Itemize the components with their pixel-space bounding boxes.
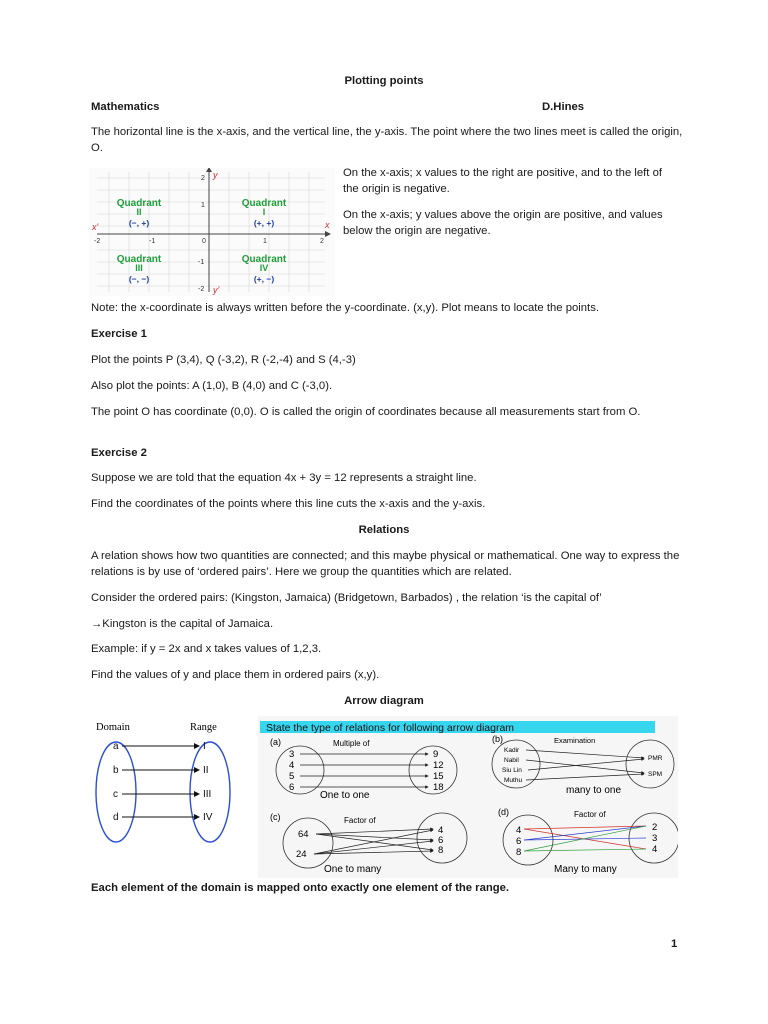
- diagram-c-right-element: 8: [438, 845, 444, 856]
- quadrant-i-name: Quadrant: [241, 198, 287, 209]
- diagram-c-relation: Factor of: [344, 816, 376, 825]
- exercise1-line: Also plot the points: A (1,0), B (4,0) and C (-3,0).: [91, 380, 333, 392]
- relations-line: Example: if y = 2x and x takes values of 1,2,3.: [91, 643, 322, 655]
- diagram-c-right-element: 6: [438, 835, 444, 846]
- x-tick: 2: [320, 238, 324, 245]
- diagram-a-right-element: 18: [433, 782, 444, 793]
- diagram-a-right-element: 15: [433, 771, 444, 782]
- arrow-diagram-heading: Arrow diagram: [344, 695, 424, 707]
- quadrant-iii-name: Quadrant: [116, 254, 162, 265]
- relation-types-diagram: [258, 716, 678, 878]
- diagram-a-left-element: 4: [289, 760, 295, 771]
- relations-line: →Kingston is the capital of Jamaica.: [91, 618, 274, 630]
- domain-element: d: [113, 812, 119, 823]
- diagram-d-left-element: 4: [516, 825, 522, 836]
- x-tick: 0: [202, 238, 206, 245]
- quadrant-iv-numeral: IV: [259, 263, 269, 273]
- exercise1-line: Plot the points P (3,4), Q (-3,2), R (-2,-4) and S (4,-3): [91, 354, 356, 366]
- diagram-d-right-element: 4: [652, 844, 658, 855]
- domain-label: Domain: [96, 722, 130, 733]
- y-tick: -1: [198, 259, 205, 266]
- diagram-b-caption: many to one: [566, 785, 622, 796]
- range-element: I: [203, 741, 206, 752]
- page-title: Plotting points: [344, 75, 424, 87]
- y-tick: -2: [198, 286, 205, 293]
- diagram-b-left-element: Kadir: [504, 747, 520, 754]
- domain-element: b: [113, 765, 119, 776]
- quadrant-ii-name: Quadrant: [116, 198, 162, 209]
- axis-label-y-neg: y': [213, 285, 220, 295]
- subject-label: Mathematics: [91, 101, 160, 113]
- diagram-c-right-element: 4: [438, 825, 444, 836]
- domain-element: c: [113, 789, 118, 800]
- diagram-d-right-element: 3: [652, 833, 658, 844]
- diagram-a-left-element: 5: [289, 771, 295, 782]
- diagram-c-caption: One to many: [324, 864, 382, 875]
- coordinate-note: Note: the x-coordinate is always written before the y-coordinate. (x,y). Plot means to locate the points.: [91, 302, 599, 314]
- quadrant-i-numeral: I: [262, 207, 266, 217]
- quadrant-figure: [89, 168, 335, 296]
- diagram-b-left-element: Siu Lin: [502, 767, 522, 774]
- diagram-b-left-element: Nabil: [504, 757, 519, 764]
- relations-heading: Relations: [358, 524, 410, 536]
- closing-statement: Each element of the domain is mapped onto exactly one element of the range.: [91, 882, 510, 894]
- author-label: D.Hines: [542, 101, 585, 113]
- diagram-d-left-element: 8: [516, 847, 522, 858]
- exercise2-line: Suppose we are told that the equation 4x + 3y = 12 represents a straight line.: [91, 472, 477, 484]
- x-axis-note: On the x-axis; x values to the right are positive, and to the left of the origin is negative.: [343, 167, 662, 195]
- axis-label-x-neg: x': [92, 222, 99, 232]
- diagram-d-tag: (d): [498, 807, 509, 817]
- quadrant-iv-name: Quadrant: [241, 254, 287, 265]
- range-element: IV: [203, 812, 213, 823]
- exercise1-heading: Exercise 1: [91, 328, 147, 340]
- diagram-d-left-element: 6: [516, 836, 522, 847]
- quadrant-i-signs: (+, +): [253, 218, 275, 228]
- diagram-b-tag: (b): [492, 734, 503, 744]
- x-tick: -2: [94, 238, 101, 245]
- panel-title: State the type of relations for following arrow diagram: [266, 722, 515, 734]
- x-tick: 1: [263, 238, 267, 245]
- intro-paragraph: The horizontal line is the x-axis, and the vertical line, the y-axis. The point where the two lines meet is called the origin, O.: [91, 126, 683, 154]
- diagram-c-left-element: 64: [298, 829, 309, 840]
- y-tick: 2: [201, 175, 205, 182]
- quadrant-iv-signs: (+, −): [253, 274, 275, 284]
- quadrant-ii-numeral: II: [136, 207, 142, 217]
- exercise2-line: Find the coordinates of the points where this line cuts the x-axis and the y-axis.: [91, 498, 486, 510]
- domain-element: a: [113, 741, 119, 752]
- diagram-c-left-element: 24: [296, 849, 307, 860]
- diagram-d-relation: Factor of: [574, 810, 606, 819]
- diagram-a-tag: (a): [270, 737, 281, 747]
- diagram-c-tag: (c): [270, 812, 281, 822]
- range-label: Range: [190, 722, 217, 733]
- domain-range-diagram: [86, 716, 246, 844]
- x-tick: -1: [149, 238, 156, 245]
- relations-line: Find the values of y and place them in ordered pairs (x,y).: [91, 669, 380, 681]
- relations-line: Consider the ordered pairs: (Kingston, Jamaica) (Bridgetown, Barbados) , the relation ‘is the capital of’: [91, 592, 602, 604]
- axis-label-y: y: [213, 170, 218, 180]
- diagram-b-right-element: SPM: [648, 771, 663, 778]
- diagram-a-right-element: 9: [433, 749, 439, 760]
- page-number: 1: [671, 938, 678, 950]
- diagram-b-relation: Examination: [554, 736, 596, 745]
- diagram-b-right-element: PMR: [648, 755, 663, 762]
- diagram-a-right-element: 12: [433, 760, 444, 771]
- quadrant-ii-signs: (−, +): [128, 218, 150, 228]
- axis-label-x: x: [325, 220, 330, 230]
- y-axis-note: On the x-axis; y values above the origin are positive, and values below the origin are negative.: [343, 209, 663, 237]
- diagram-a-left-element: 3: [289, 749, 295, 760]
- diagram-d-right-element: 2: [652, 822, 658, 833]
- diagram-d-caption: Many to many: [554, 864, 617, 875]
- diagram-a-caption: One to one: [320, 790, 370, 801]
- diagram-a-left-element: 6: [289, 782, 295, 793]
- range-element: III: [203, 789, 212, 800]
- diagram-a-relation: Multiple of: [333, 739, 370, 748]
- relations-paragraph: A relation shows how two quantities are connected; and this maybe physical or mathematical. One way to express the relations is by use of ‘ordered pairs’. Here we group the quantities which are related.: [91, 550, 680, 578]
- quadrant-iii-numeral: III: [135, 263, 143, 273]
- diagram-b-left-element: Muthu: [504, 777, 523, 784]
- quadrant-iii-signs: (−, −): [128, 274, 150, 284]
- exercise2-heading: Exercise 2: [91, 447, 147, 459]
- range-element: II: [203, 765, 209, 776]
- exercise1-line: The point O has coordinate (0,0). O is called the origin of coordinates because all measurements start from O.: [91, 406, 641, 418]
- y-tick: 1: [201, 202, 205, 209]
